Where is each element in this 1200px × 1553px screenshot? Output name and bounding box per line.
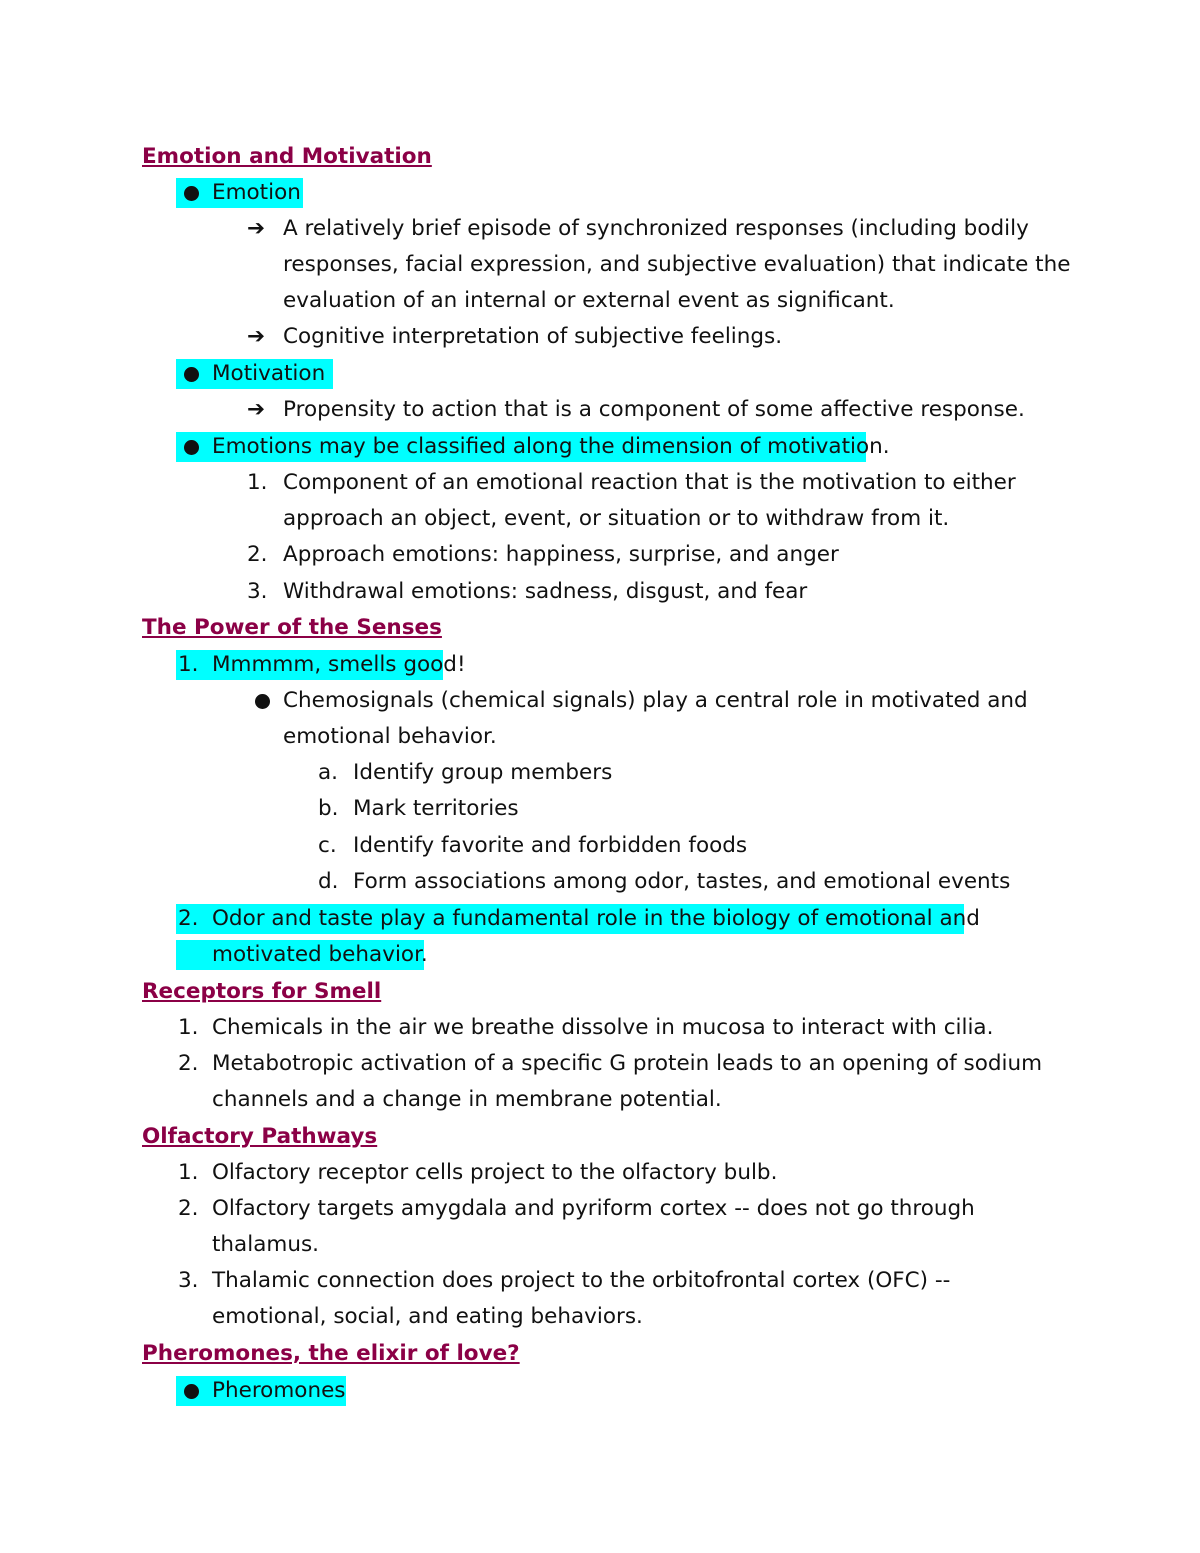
pathways-item-3-line-2: emotional, social, and eating behaviors. (212, 1304, 643, 1329)
classified-item-1-line-2: approach an object, event, or situation or to withdraw from it. (283, 506, 950, 531)
emotion-definition-line-1: A relatively brief episode of synchronized responses (including bodily (283, 216, 1029, 241)
senses-item-2-line-1: Odor and taste play a fundamental role in the biology of emotional and (212, 906, 980, 931)
classified-item-3: Withdrawal emotions: sadness, disgust, and fear (283, 579, 808, 604)
pathways-item-3-line-1: Thalamic connection does project to the orbitofrontal cortex (OFC) -- (212, 1268, 951, 1293)
section-heading-pheromones: Pheromones, the elixir of love? (142, 1341, 520, 1366)
bullet-dot-icon (247, 686, 277, 716)
arrow-icon: ➔ (247, 216, 266, 241)
section-heading-pathways: Olfactory Pathways (142, 1124, 378, 1149)
chemosignal-use-a: Identify group members (353, 760, 613, 785)
receptors-item-2-line-1: Metabotropic activation of a specific G protein leads to an opening of sodium (212, 1051, 1043, 1076)
bullet-classified-label: Emotions may be classified along the dimension of motivation. (212, 434, 890, 459)
emotion-definition-line-3: evaluation of an internal or external event as significant. (283, 288, 895, 313)
list-number: 2. (247, 542, 268, 567)
section-heading-receptors: Receptors for Smell (142, 979, 382, 1004)
bullet-emotion-label: Emotion (212, 180, 301, 205)
chemosignal-use-b: Mark territories (353, 796, 519, 821)
classified-item-1-line-1: Component of an emotional reaction that is the motivation to either (283, 470, 1016, 495)
chemosignals-line-2: emotional behavior. (283, 724, 497, 749)
list-number: 3. (178, 1268, 199, 1293)
bullet-pheromones-label: Pheromones (212, 1378, 346, 1403)
receptors-item-1: Chemicals in the air we breathe dissolve in mucosa to interact with cilia. (212, 1015, 994, 1040)
arrow-icon: ➔ (247, 324, 266, 349)
list-number: 2. (178, 1196, 199, 1221)
emotion-cognitive-line: Cognitive interpretation of subjective feelings. (283, 324, 783, 349)
section-heading-emotion-motivation: Emotion and Motivation (142, 144, 432, 169)
arrow-icon: ➔ (247, 397, 266, 422)
list-letter: a. (318, 760, 339, 785)
chemosignal-use-c: Identify favorite and forbidden foods (353, 833, 748, 858)
chemosignals-line-1: Chemosignals (chemical signals) play a central role in motivated and (283, 688, 1028, 713)
bullet-dot-icon (176, 1376, 206, 1406)
list-letter: b. (318, 796, 339, 821)
list-number: 2. (178, 1051, 199, 1076)
pathways-item-2-line-2: thalamus. (212, 1232, 319, 1257)
list-number: 1. (247, 470, 268, 495)
list-number: 1. (178, 1160, 199, 1185)
bullet-dot-icon (176, 432, 206, 462)
list-number: 1. (178, 1015, 199, 1040)
list-letter: c. (318, 833, 337, 858)
senses-item-1-label: Mmmmm, smells good! (212, 652, 466, 677)
list-number: 1. (178, 652, 199, 677)
pathways-item-2-line-1: Olfactory targets amygdala and pyriform cortex -- does not go through (212, 1196, 975, 1221)
pathways-item-1: Olfactory receptor cells project to the olfactory bulb. (212, 1160, 778, 1185)
section-heading-power-of-senses: The Power of the Senses (142, 615, 442, 640)
bullet-dot-icon (176, 359, 206, 389)
list-number: 2. (178, 906, 199, 931)
classified-item-2: Approach emotions: happiness, surprise, and anger (283, 542, 839, 567)
chemosignal-use-d: Form associations among odor, tastes, and emotional events (353, 869, 1011, 894)
senses-item-2-line-2: motivated behavior. (212, 942, 428, 967)
motivation-definition-line: Propensity to action that is a component of some affective response. (283, 397, 1025, 422)
bullet-dot-icon (176, 178, 206, 208)
receptors-item-2-line-2: channels and a change in membrane potential. (212, 1087, 722, 1112)
emotion-definition-line-2: responses, facial expression, and subjective evaluation) that indicate the (283, 252, 1071, 277)
list-letter: d. (318, 869, 339, 894)
list-number: 3. (247, 579, 268, 604)
bullet-motivation-label: Motivation (212, 361, 326, 386)
